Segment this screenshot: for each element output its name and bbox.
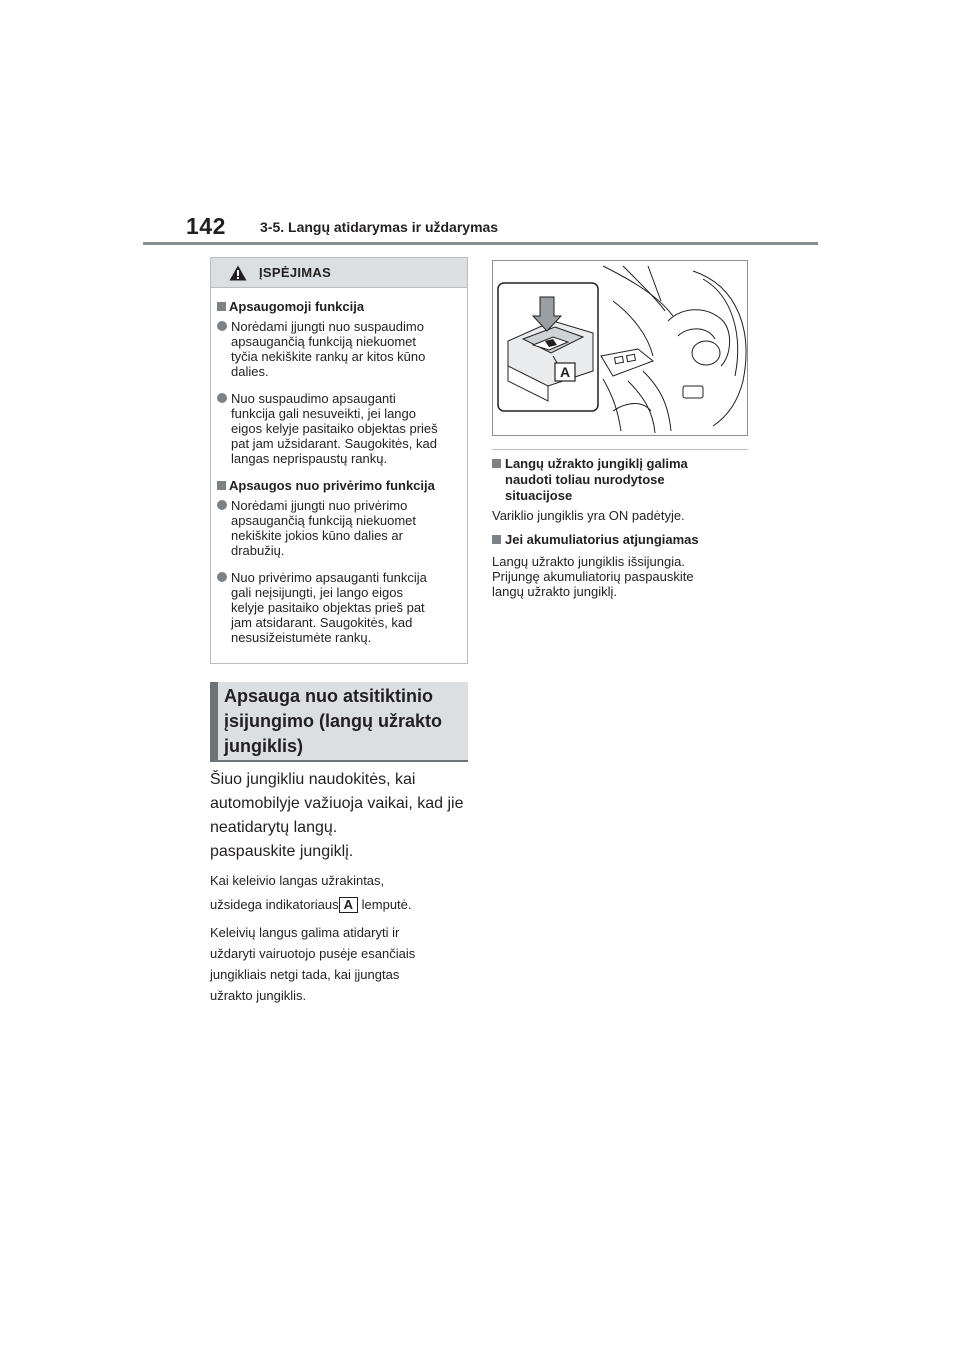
warning-bullet-2-text: Nuo suspaudimo apsauganti funkcija gali nesuveikti, jei lango eigos kelyje pasitaiko objektas prieš pat jam užsidarant. Saugokitės, kad langas neprispaustų rankų.	[231, 391, 438, 466]
warning-triangle-icon	[229, 265, 247, 281]
section-header: 3-5. Langų atidarymas ir uždarymas	[260, 219, 499, 235]
right-text-1: Variklio jungiklis yra ON padėtyje.	[492, 508, 685, 523]
note-1-line-1: Kai keleivio langas užrakintas,	[210, 873, 385, 888]
warning-bullet-3	[217, 498, 459, 558]
warning-subheading-1	[217, 299, 459, 315]
header-rule	[143, 242, 818, 245]
warning-body	[211, 288, 467, 645]
right-subheading-2	[492, 532, 748, 548]
warning-bullet-1	[217, 319, 459, 379]
square-bullet-icon	[492, 459, 501, 468]
note-2: Keleivių langus galima atidaryti ir uždaryti vairuotojo pusėje esančiais jungikliais netgi tada, kai įjungtas užrakto jungiklis.	[210, 925, 416, 1003]
square-bullet-icon	[217, 302, 226, 311]
warning-bullet-4-text: Nuo privėrimo apsauganti funkcija gali neįsijungti, jei lango eigos kelyje pasitaiko objektas prieš pat jam atsidarant. Saugokitės, kad nesusižeistumėte rankų.	[231, 570, 427, 645]
note-1-pre: užsidega indikatoriaus	[210, 897, 339, 912]
warning-header	[211, 258, 467, 288]
right-subheading-2-text: Jei akumuliatorius atjungiamas	[505, 532, 699, 547]
figure-rule	[492, 449, 748, 450]
indicator-label-a: A	[339, 897, 358, 913]
square-bullet-icon	[217, 481, 226, 490]
circle-bullet-icon	[217, 572, 227, 582]
right-text-2: Langų užrakto jungiklis išsijungia. Prijungę akumuliatorių paspauskite langų užrakto jungiklį.	[492, 554, 694, 599]
warning-title: ĮSPĖJIMAS	[259, 265, 332, 280]
warning-subheading-1-text: Apsaugomoji funkcija	[229, 299, 365, 314]
note-1-post: lemputė.	[358, 897, 412, 912]
warning-subheading-2-text: Apsaugos nuo privėrimo funkcija	[229, 478, 435, 493]
right-subheading-1-text: Langų užrakto jungiklį galima naudoti toliau nurodytose situacijose	[505, 456, 688, 503]
door-panel-illustration	[493, 261, 747, 435]
warning-subheading-2	[217, 478, 459, 494]
heading-accent-bar	[210, 682, 218, 760]
instruction-text: paspauskite jungiklį.	[210, 843, 354, 860]
section-heading-box	[210, 682, 468, 762]
figure-callout-a: A	[559, 364, 571, 380]
circle-bullet-icon	[217, 393, 227, 403]
intro-text: Šiuo jungikliu naudokitės, kai automobilyje važiuoja vaikai, kad jie neatidarytų langų.	[210, 771, 464, 836]
warning-bullet-1-text: Norėdami įjungti nuo suspaudimo apsaugančią funkciją niekuomet tyčia nekiškite rankų ar kitos kūno dalies.	[231, 319, 426, 379]
circle-bullet-icon	[217, 321, 227, 331]
window-lock-switch-figure	[492, 260, 748, 436]
square-bullet-icon	[492, 535, 501, 544]
warning-bullet-3-text: Norėdami įjungti nuo privėrimo apsaugančią funkciją niekuomet nekiškite jokios kūno dalies ar drabužių.	[231, 498, 417, 558]
page-number: 142	[186, 213, 226, 239]
circle-bullet-icon	[217, 500, 227, 510]
warning-bullet-2	[217, 391, 459, 466]
note-1-line-2	[210, 894, 472, 915]
section-heading: Apsauga nuo atsitiktinio įsijungimo (langų užrakto jungiklis)	[224, 686, 443, 756]
warning-bullet-4	[217, 570, 459, 645]
right-subheading-1	[492, 456, 748, 504]
warning-box	[210, 257, 468, 664]
